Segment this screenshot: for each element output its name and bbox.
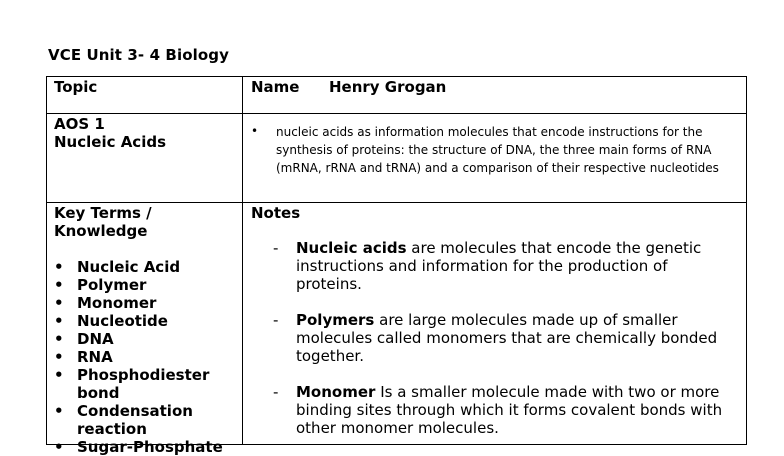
note-dash: -	[273, 239, 279, 257]
key-term-item: • Monomer	[54, 294, 242, 312]
name-label: Name	[251, 78, 300, 96]
note-dash: -	[273, 311, 279, 329]
note-text: Is a smaller molecule made with two or more binding sites through which it forms covalent bonds with other monomer molecules.	[296, 383, 723, 437]
note-text: are molecules that encode the genetic instructions and information for the production of proteins.	[296, 239, 702, 293]
document-title: VCE Unit 3- 4 Biology	[48, 46, 229, 64]
note-term: Polymers	[296, 311, 375, 329]
key-terms-list	[54, 258, 242, 456]
topic-label: Topic	[54, 78, 98, 96]
notes-heading: Notes	[251, 204, 301, 222]
aos-description: nucleic acids as information molecules that encode instructions for the synthesis of proteins: the structure of DNA, the three main forms of RNA (mRNA, rRNA and tRNA) and a comparison of their respective nucleotides	[276, 125, 719, 175]
key-term-item: • Sugar-Phosphate	[54, 438, 242, 456]
notes-cell	[243, 203, 747, 445]
note-text: are large molecules made up of smaller molecules called monomers that are chemically bonded together.	[296, 311, 718, 365]
aos-row	[47, 114, 747, 203]
aos-bullet: •	[251, 124, 259, 138]
name-header-cell	[243, 77, 747, 114]
aos-subtitle: Nucleic Acids	[54, 133, 167, 151]
key-terms-cell	[47, 203, 243, 456]
aos-label: AOS 1	[54, 115, 105, 133]
key-term-item: • Condensation reaction	[54, 402, 242, 438]
notes-table	[46, 76, 747, 456]
topic-header-cell	[47, 77, 243, 114]
note-item	[251, 239, 736, 293]
note-dash: -	[273, 383, 279, 401]
key-term-item: • RNA	[54, 348, 242, 366]
key-terms-heading: Key Terms / Knowledge	[54, 204, 152, 240]
note-item	[251, 383, 736, 437]
student-name: Henry Grogan	[329, 78, 447, 96]
key-term-item: • Phosphodiester bond	[54, 366, 242, 402]
header-row	[47, 77, 747, 114]
key-term-item: • DNA	[54, 330, 242, 348]
note-term: Monomer	[296, 383, 376, 401]
aos-cell	[47, 114, 243, 203]
key-term-item: • Polymer	[54, 276, 242, 294]
key-term-item: • Nucleic Acid	[54, 258, 242, 276]
aos-description-cell	[243, 114, 747, 203]
note-item	[251, 311, 736, 365]
content-row	[47, 203, 747, 445]
note-term: Nucleic acids	[296, 239, 407, 257]
key-term-item: • Nucleotide	[54, 312, 242, 330]
